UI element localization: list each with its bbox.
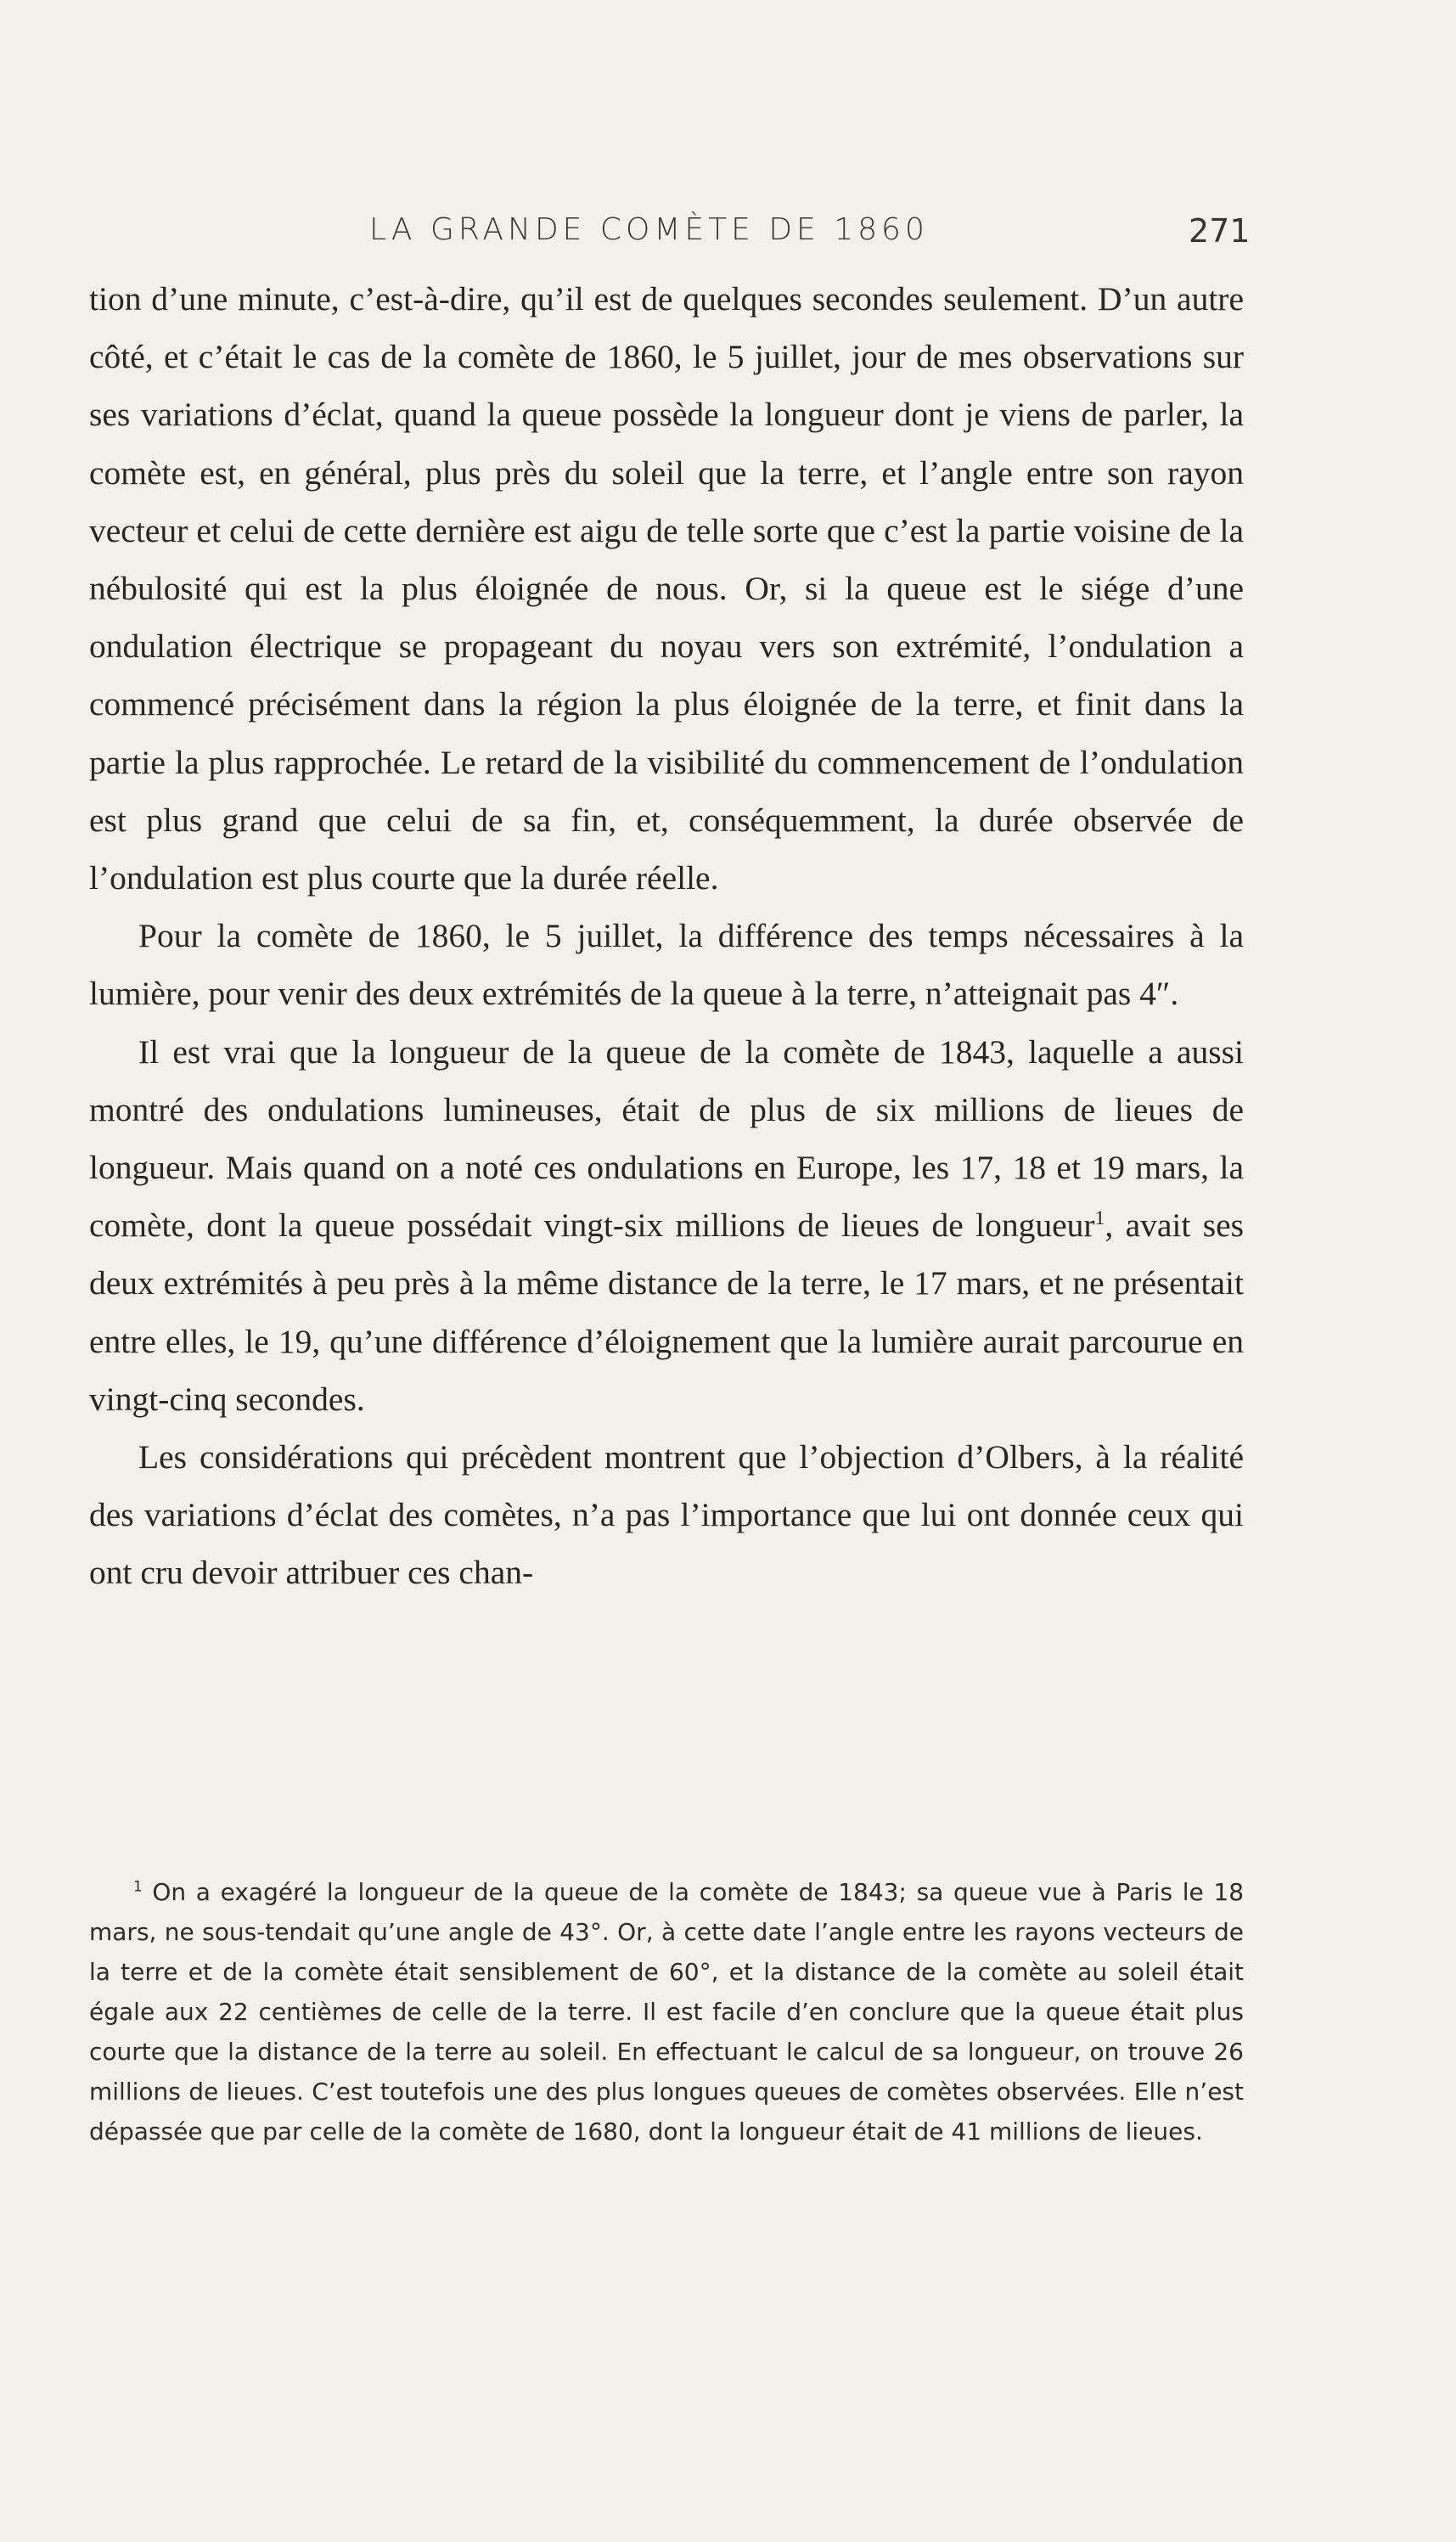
- footnote-reference: 1: [1094, 1207, 1105, 1230]
- body-text: [89, 270, 1244, 1602]
- footnote-1: [89, 1872, 1244, 2151]
- footnotes: [89, 1872, 1244, 2151]
- paragraph-3: [89, 1023, 1244, 1428]
- footnote-text: On a exagéré la longueur de la queue de la comète de 1843; sa queue vue à Paris le 18 mars, ne sous-tendait qu’une angle de 43°. Or, à cette date l’angle entre les rayons vecteurs de la terre et de la comète était sensiblement de 60°, et la distance de la comète au soleil était égale aux 22 centièmes de celle de la terre. Il est facile d’en conclure que la queue était plus courte que la distance de la terre au soleil. En effectuant le calcul de sa longueur, on trouve 26 millions de lieues. C’est toutefois une des plus longues queues de comètes observées. Elle n’est dépassée que par celle de la comète de 1680, dont la longueur était de 41 millions de lieues.: [89, 1878, 1245, 2146]
- paragraph-1: tion d’une minute, c’est-à-dire, qu’il est de quelques secondes seulement. D’un autre côté, et c’était le cas de la comète de 1860, le 5 juillet, jour de mes observations sur ses variations d’éclat, quand la queue possède la longueur dont je viens de parler, la comète est, en général, plus près du soleil que la terre, et l’angle entre son rayon vecteur et celui de cette dernière est aigu de telle sorte que c’est la partie voisine de la nébulosité qui est la plus éloignée de nous. Or, si la queue est le siége d’une ondulation électrique se propageant du noyau vers son extrémité, l’ondulation a commencé précisément dans la région la plus éloignée de la terre, et finit dans la partie la plus rapprochée. Le retard de la visibilité du commencement de l’ondulation est plus grand que celui de sa fin, et, conséquemment, la durée observée de l’ondulation est plus courte que la durée réelle.: [89, 280, 1244, 897]
- paragraph-4: Les considérations qui précèdent montrent que l’objection d’Olbers, à la réalité des variations d’éclat des comètes, n’a pas l’importance que lui ont donnée ceux qui ont cru devoir attribuer ces chan-: [89, 1438, 1244, 1592]
- page-number: 271: [1189, 212, 1251, 250]
- paragraph-3-part-1: Il est vrai que la longueur de la queue de la comète de 1843, laquelle a aussi montré des ondulations lumineuses, était de plus de six millions de lieues de longueur. Mais quand on a noté ces ondulations en Europe, les 17, 18 et 19 mars, la comète, dont la queue possédait vingt-six millions de lieues de longueur: [89, 1032, 1244, 1245]
- running-head: [0, 212, 1456, 263]
- paragraph-3-part-2: , avait ses deux extrémités à peu près à la même distance de la terre, le 17 mars, et ne présentait entre elles, le 19, qu’une différence d’éloignement que la lumière aurait parcourue en vingt-cinq secondes.: [89, 1206, 1244, 1418]
- paragraph-2: Pour la comète de 1860, le 5 juillet, la différence des temps nécessaires à la lumière, pour venir des deux extrémités de la queue à la terre, n’atteignait pas 4″.: [89, 917, 1244, 1013]
- running-title: LA GRANDE COMÈTE DE 1860: [369, 212, 929, 247]
- footnote-marker: 1: [133, 1877, 143, 1895]
